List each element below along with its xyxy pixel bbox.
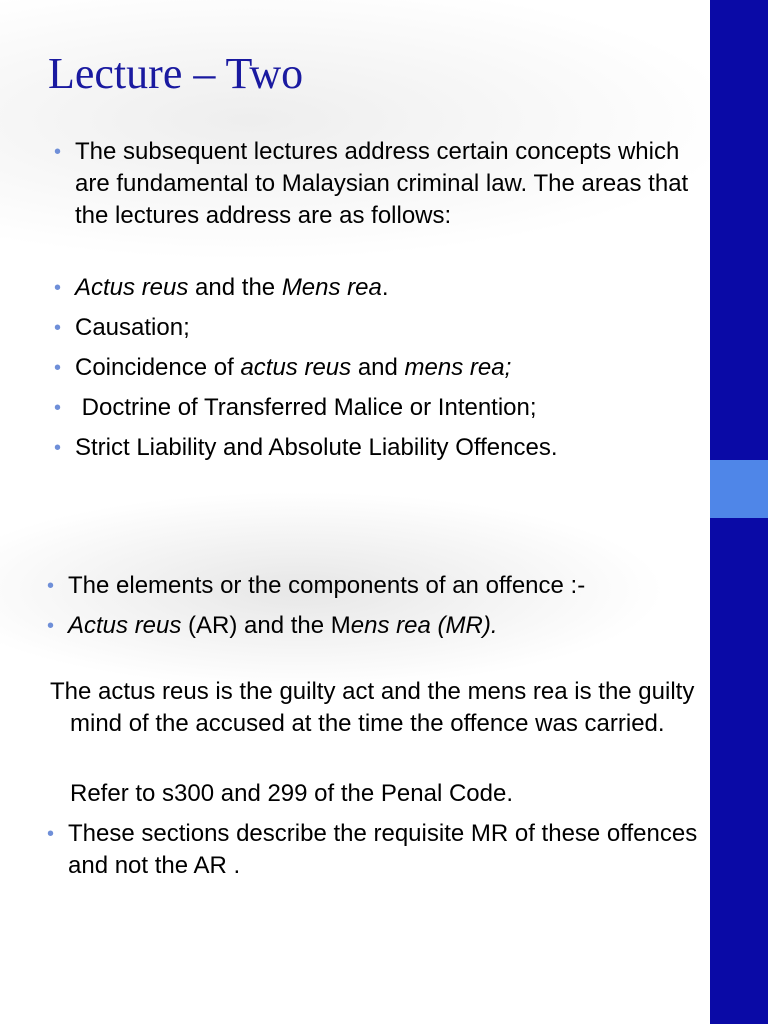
ar-mr-bullet: • Actus reus (AR) and the Mens rea (MR). xyxy=(43,610,710,642)
topic-transferred-malice: • Doctrine of Transferred Malice or Intention; xyxy=(50,392,710,424)
topic-coincidence: • Coincidence of actus reus and mens rea; xyxy=(50,352,710,384)
topic-causation: • Causation; xyxy=(50,312,710,344)
reference-line: Refer to s300 and 299 of the Penal Code. xyxy=(70,780,513,807)
side-accent-decoration xyxy=(710,460,768,518)
elements-bullet: • The elements or the components of an offence :- xyxy=(43,570,710,602)
definition-paragraph: The actus reus is the guilty act and the mens rea is the guilty mind of the accused at the time the offence was carried. xyxy=(50,678,695,737)
topic-strict-liability: • Strict Liability and Absolute Liability Offences. xyxy=(50,432,710,464)
closing-bullet: • These sections describe the requisite MR of these offences and not the AR . xyxy=(43,818,710,882)
topic-actus-reus-mens-rea: • Actus reus and the Mens rea. xyxy=(50,272,710,304)
slide-title: Lecture – Two xyxy=(48,49,304,98)
intro-bullet: • The subsequent lectures address certain concepts which are fundamental to Malaysian criminal law. The areas that the lectures address are as follows: xyxy=(50,136,710,232)
elements-group xyxy=(43,570,710,642)
slide-body xyxy=(50,136,710,882)
